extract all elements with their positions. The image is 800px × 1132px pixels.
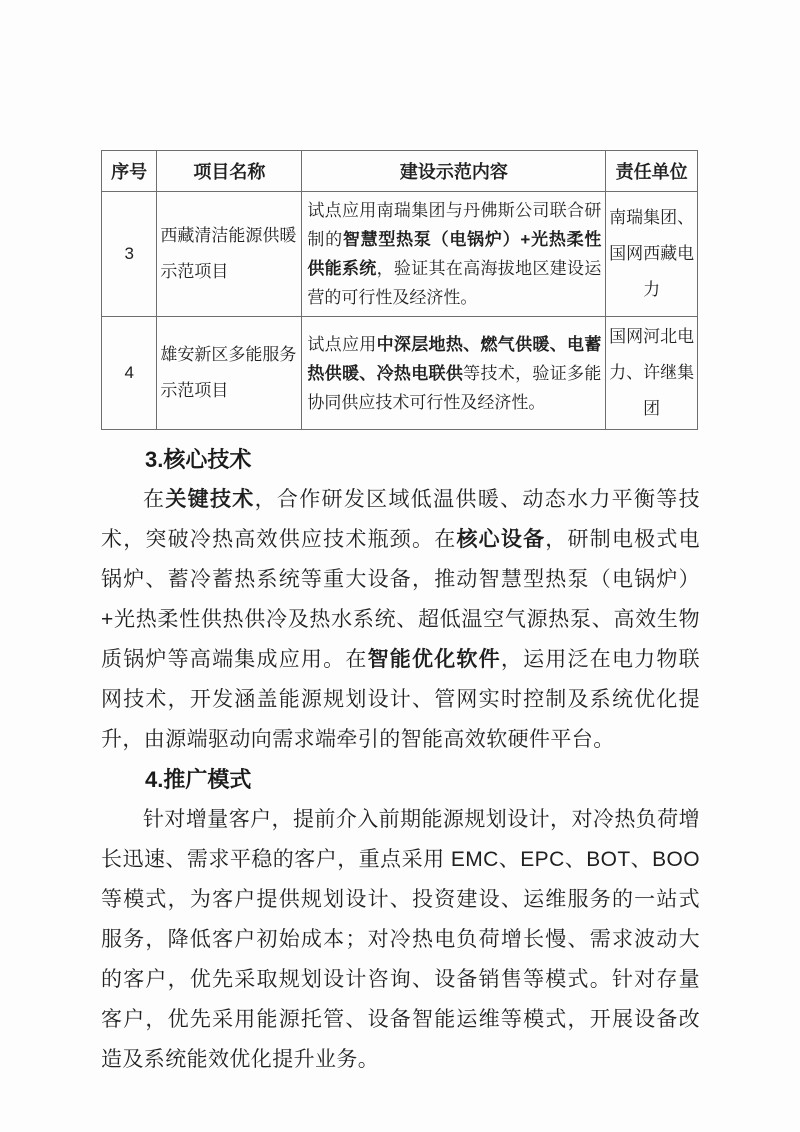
column-header-responsible-unit: 责任单位: [606, 151, 698, 192]
column-header-project-name: 项目名称: [157, 151, 302, 192]
paragraph-core-technology: 在关键技术，合作研发区域低温供暖、动态水力平衡等技术，突破冷热高效供应技术瓶颈。在核心设备，研制电极式电锅炉、蓄冷蓄热系统等重大设备，推动智慧型热泵（电锅炉）+光热柔性供热供冷及热水系统、超低温空气源热泵、高效生物质锅炉等高端集成应用。在智能优化软件，运用泛在电力物联网技术，开发涵盖能源规划设计、管网实时控制及系统优化提升，由源端驱动向需求端牵引的智能高效软硬件平台。: [101, 488, 700, 751]
section-heading-promotion-model: 4.推广模式: [145, 767, 252, 792]
paragraph-promotion-model: 针对增量客户，提前介入前期能源规划设计，对冷热负荷增长迅速、需求平稳的客户，重点采用 EMC、EPC、BOT、BOO 等模式，为客户提供规划设计、投资建设、运维服务的一站式服务，降低客户初始成本；对冷热电负荷增长慢、需求波动大的客户，优先采取规划设计咨询、设备销售等模式。针对存量客户，优先采用能源托管、设备智能运维等模式，开展设备改造及系统能效优化提升业务。: [101, 808, 700, 1071]
table-row: [102, 317, 698, 430]
column-header-demo-content: 建设示范内容: [302, 151, 606, 192]
project-table: [101, 150, 698, 430]
responsible-unit-cell: 国网河北电力、许继集团: [606, 317, 698, 430]
demo-content-cell: 试点应用中深层地热、燃气供暖、电蓄热供暖、冷热电联供等技术，验证多能协同供应技术可行性及经济性。: [302, 317, 606, 430]
demo-content-cell: 试点应用南瑞集团与丹佛斯公司联合研制的智慧型热泵（电锅炉）+光热柔性供能系统，验证其在高海拔地区建设运营的可行性及经济性。: [302, 192, 606, 317]
document-content: [101, 150, 700, 1080]
project-name-cell: 雄安新区多能服务示范项目: [157, 317, 302, 430]
table-header-row: [102, 151, 698, 192]
column-header-number: 序号: [102, 151, 157, 192]
table-row: [102, 192, 698, 317]
project-name-cell: 西藏清洁能源供暖示范项目: [157, 192, 302, 317]
section-heading-core-technology: 3.核心技术: [145, 447, 252, 472]
row-number-cell: 4: [102, 317, 157, 430]
responsible-unit-cell: 南瑞集团、国网西藏电力: [606, 192, 698, 317]
row-number-cell: 3: [102, 192, 157, 317]
